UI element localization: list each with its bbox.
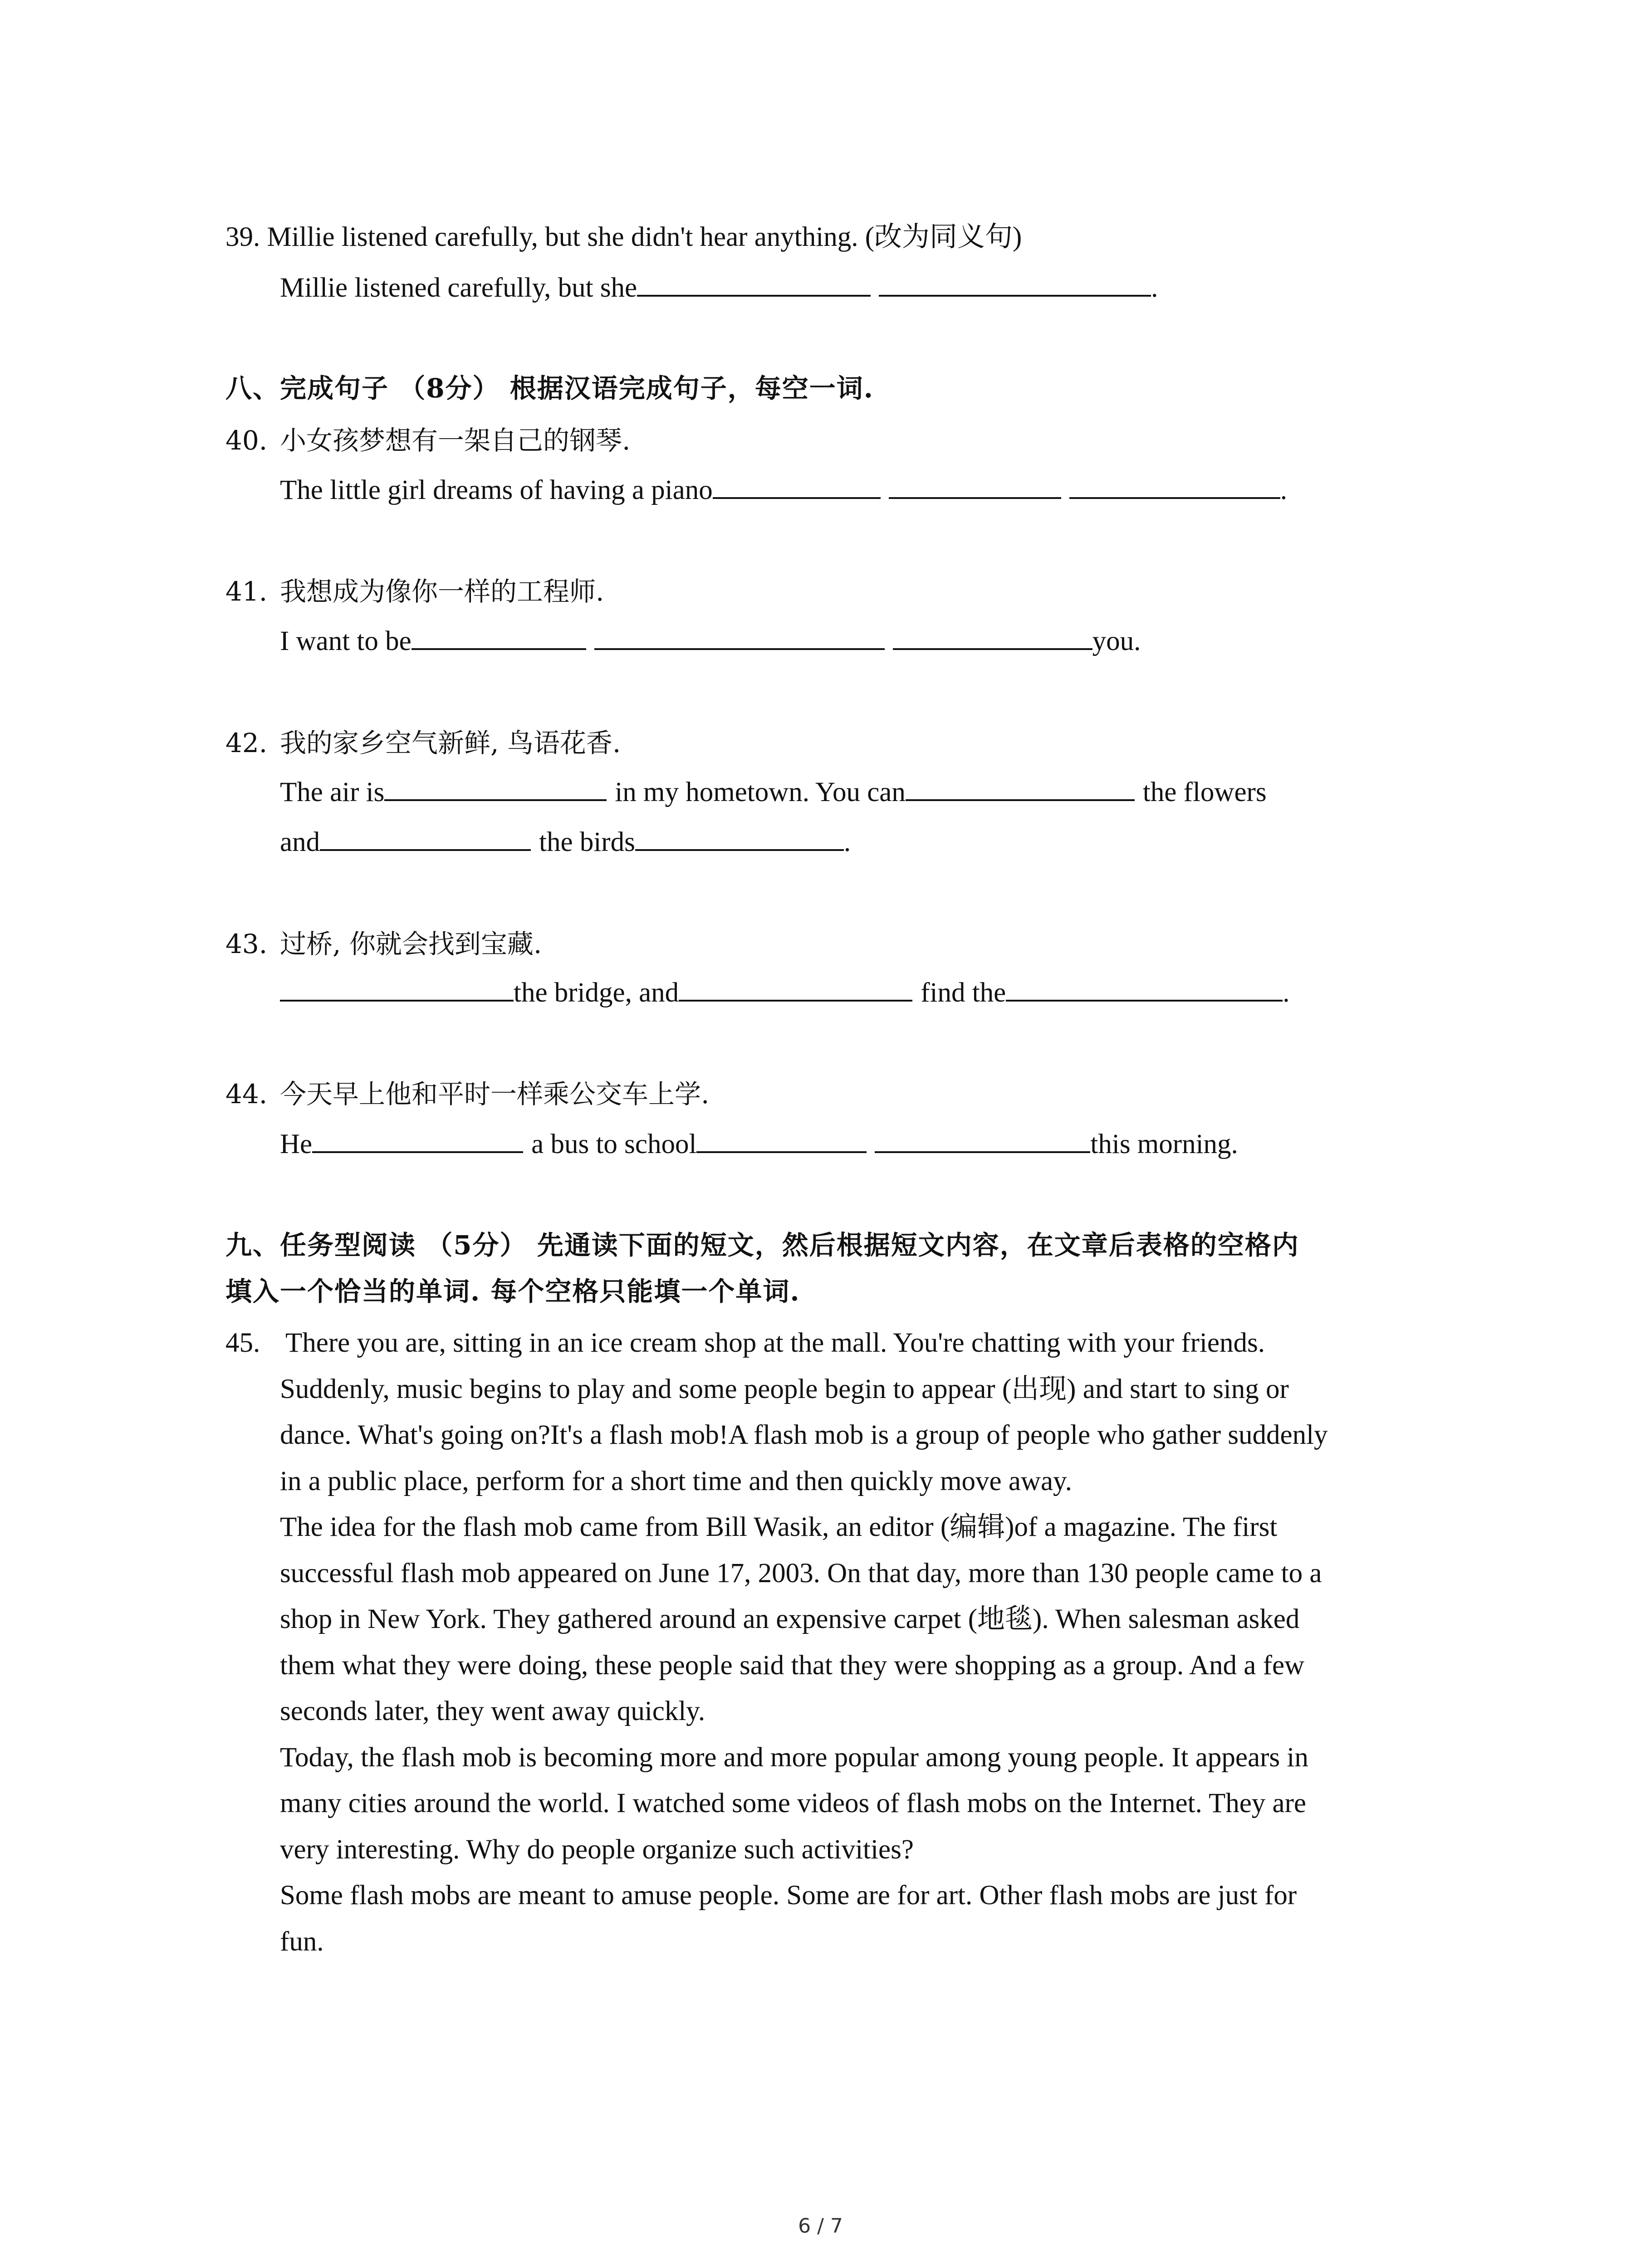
reading-passage (280, 1320, 1328, 1965)
passage-line: shop in New York. They gathered around an expensive carpet (地毯). When salesman asked (280, 1604, 1300, 1634)
passage-line: in a public place, perform for a short time and then quickly move away. (280, 1466, 1072, 1496)
section9-heading-line2: 填入一个恰当的单词. 每个空格只能填一个单词. (225, 1276, 800, 1307)
q42-chinese: 42. 我的家乡空气新鲜, 鸟语花香. (225, 728, 621, 758)
answer-blank[interactable] (713, 474, 881, 499)
passage-line: dance. What's going on?It's a flash mob!A flash mob is a group of people who gather suddenly (280, 1420, 1328, 1450)
q45-number: 45. (225, 1328, 260, 1358)
answer-blank[interactable] (411, 625, 586, 650)
q42-english-line2: and the birds . (280, 824, 851, 861)
answer-blank[interactable] (637, 271, 871, 297)
answer-blank[interactable] (696, 1128, 867, 1153)
passage-line: The idea for the flash mob came from Bill Wasik, an editor (编辑)of a magazine. The first (280, 1512, 1278, 1542)
q40-chinese: 40. 小女孩梦想有一架自己的钢琴. (225, 425, 631, 456)
q39-answer-line: Millie listened carefully, but she . (280, 269, 1158, 307)
answer-blank[interactable] (594, 625, 885, 650)
answer-blank[interactable] (893, 625, 1092, 650)
q39-prompt: 39. Millie listened carefully, but she didn't hear anything. (改为同义句) (225, 222, 1022, 252)
passage-line: very interesting. Why do people organize such activities? (280, 1834, 914, 1865)
answer-blank[interactable] (1006, 976, 1283, 1002)
answer-blank[interactable] (889, 474, 1061, 499)
q44-chinese: 44. 今天早上他和平时一样乘公交车上学. (225, 1079, 710, 1110)
passage-line: fun. (280, 1926, 324, 1957)
passage-line: Suddenly, music begins to play and some people begin to appear (出现) and start to sing or (280, 1374, 1289, 1404)
answer-blank[interactable] (320, 826, 531, 851)
q43-chinese: 43. 过桥, 你就会找到宝藏. (225, 929, 542, 959)
answer-blank[interactable] (1069, 474, 1280, 499)
q44-english: He a bus to school this morning. (280, 1126, 1238, 1163)
answer-blank[interactable] (875, 1128, 1090, 1153)
q40-english: The little girl dreams of having a piano . (280, 472, 1287, 509)
passage-line: them what they were doing, these people said that they were shopping as a group. And a few (280, 1650, 1305, 1681)
answer-blank[interactable] (384, 776, 607, 801)
passage-line: seconds later, they went away quickly. (280, 1696, 705, 1726)
answer-blank[interactable] (280, 976, 514, 1002)
answer-blank[interactable] (906, 776, 1135, 801)
section9-heading-line1: 九、任务型阅读 （5分） 先通读下面的短文，然后根据短文内容，在文章后表格的空格内 (225, 1230, 1299, 1261)
q42-english-line1: The air is in my hometown. You can the flowers (280, 774, 1267, 811)
passage-line: There you are, sitting in an ice cream shop at the mall. You're chatting with your friends. (285, 1328, 1265, 1358)
page-number: 6 / 7 (798, 2214, 843, 2238)
q41-english: I want to be you. (280, 623, 1141, 660)
q43-english: the bridge, and find the . (280, 974, 1289, 1012)
answer-blank[interactable] (635, 826, 844, 851)
passage-line: Today, the flash mob is becoming more and more popular among young people. It appears in (280, 1742, 1308, 1773)
passage-line: many cities around the world. I watched some videos of flash mobs on the Internet. They are (280, 1788, 1307, 1818)
passage-line: successful flash mob appeared on June 17, 2003. On that day, more than 130 people came to a (280, 1558, 1322, 1589)
answer-blank[interactable] (312, 1128, 523, 1153)
answer-blank[interactable] (879, 271, 1151, 297)
answer-blank[interactable] (679, 976, 912, 1002)
passage-line: Some flash mobs are meant to amuse people. Some are for art. Other flash mobs are just for (280, 1880, 1297, 1911)
section8-heading: 八、完成句子 （8分） 根据汉语完成句子，每空一词. (225, 373, 874, 404)
q41-chinese: 41. 我想成为像你一样的工程师. (225, 576, 604, 607)
